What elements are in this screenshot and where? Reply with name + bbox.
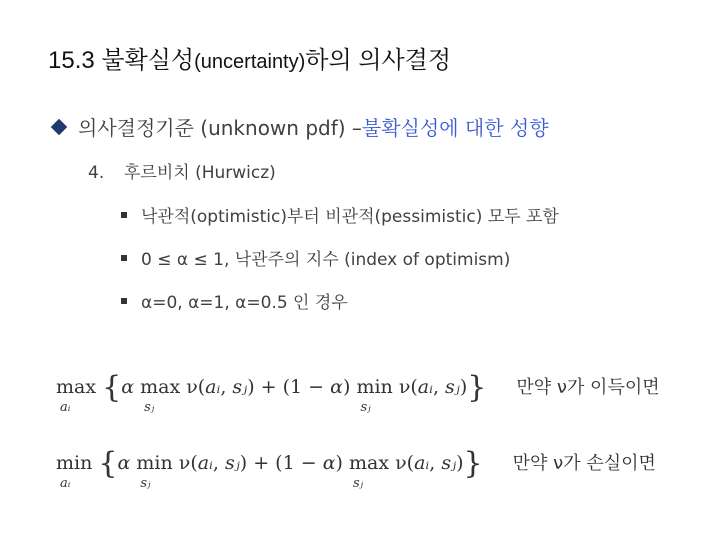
term1-operator: max sⱼ	[140, 376, 181, 415]
square-bullet-icon	[121, 298, 127, 304]
slide-title	[48, 40, 451, 75]
sub-bullet	[121, 288, 348, 313]
title-suffix: 하의 의사결정	[305, 47, 452, 74]
sub-bullet	[121, 245, 510, 270]
sub-bullet	[121, 202, 559, 227]
main-bullet-highlight: 불확실성에 대한 성향	[361, 116, 549, 140]
diamond-bullet-icon	[52, 120, 66, 134]
term2-operator: min sⱼ	[356, 376, 393, 415]
outer-operator: max aᵢ	[56, 376, 97, 415]
numbered-item	[88, 158, 276, 183]
term2-operator: max sⱼ	[349, 452, 390, 491]
square-bullet-icon	[121, 255, 127, 261]
sub-bullet-text: 낙관적(optimistic)부터 비관적(pessimistic) 모두 포함	[141, 207, 559, 227]
hurwicz-gain-formula: max aᵢ {α max sⱼ ν(aᵢ, sⱼ) + (1 − α) min sⱼ ν(aᵢ, sⱼ)} 만약 ν가 이득이면	[56, 370, 660, 415]
outer-operator: min aᵢ	[56, 452, 93, 491]
main-bullet-text: 의사결정기준 (unknown pdf) –	[78, 116, 362, 140]
title-prefix: 15.3 불확실성	[48, 47, 195, 74]
sub-bullet-text: 0 ≤ α ≤ 1, 낙관주의 지수 (index of optimism)	[141, 250, 511, 270]
term1-operator: min sⱼ	[136, 452, 173, 491]
square-bullet-icon	[121, 212, 127, 218]
hurwicz-loss-formula: min aᵢ {α min sⱼ ν(aᵢ, sⱼ) + (1 − α) max sⱼ ν(aᵢ, sⱼ)} 만약 ν가 손실이면	[56, 446, 656, 491]
formula-condition: 만약 ν가 이득이면	[516, 377, 660, 398]
main-bullet	[52, 112, 549, 141]
formula-condition: 만약 ν가 손실이면	[512, 453, 656, 474]
title-paren: (uncertainty)	[194, 51, 306, 73]
item-text: 후르비치 (Hurwicz)	[124, 163, 276, 183]
sub-bullet-text: α=0, α=1, α=0.5 인 경우	[141, 293, 348, 313]
item-number: 4.	[88, 163, 105, 183]
